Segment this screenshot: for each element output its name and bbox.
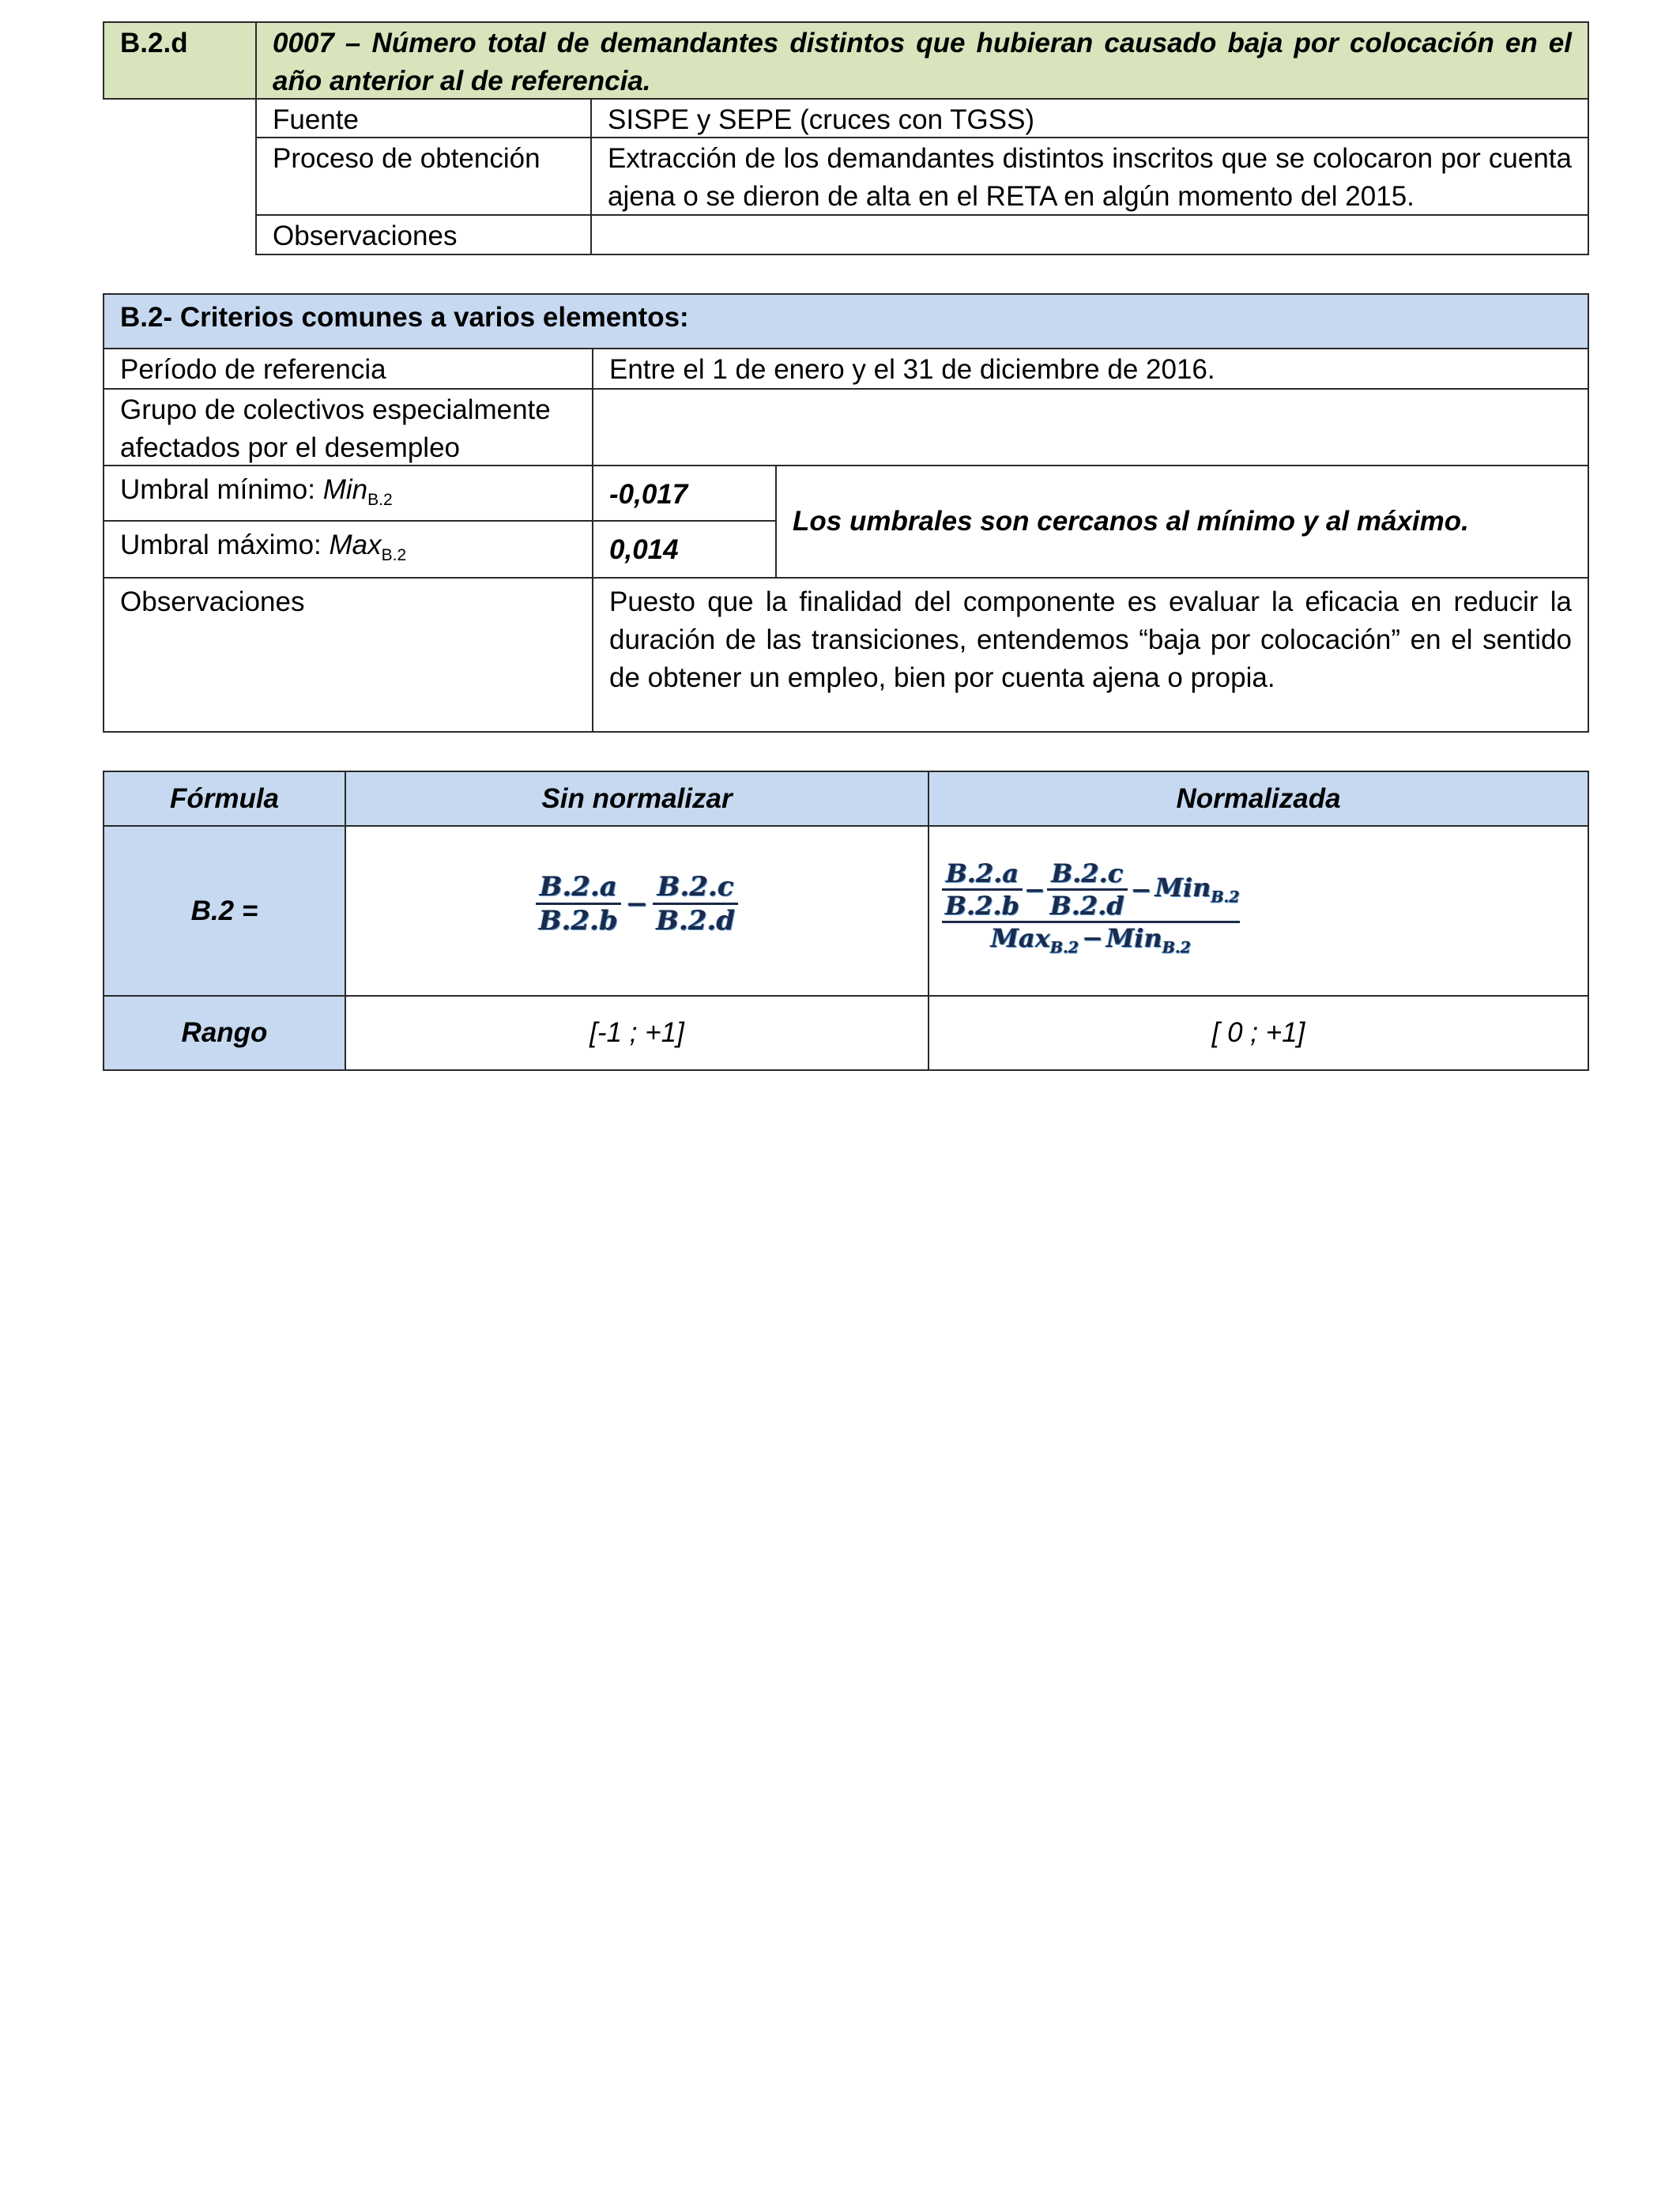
threshold-note: Los umbrales son cercanos al mínimo y al máximo.: [793, 506, 1469, 537]
norm-min: Min: [1155, 873, 1211, 903]
norm-formula-cell: [928, 825, 1589, 997]
norm-min-term: [1155, 873, 1240, 907]
formula-header: Fórmula: [169, 783, 280, 814]
grupo-label: Grupo de colectivos especialmente afectados por el desempleo: [120, 394, 551, 463]
max-label-sub: B.2: [381, 546, 407, 564]
norm-max-sub: B.2: [1049, 938, 1079, 957]
b2d-obs-label: Observaciones: [273, 221, 458, 251]
math-d: B.2.d: [656, 905, 736, 937]
norm-minus-1: −: [1023, 874, 1045, 905]
max-value: 0,014: [609, 534, 679, 565]
norm-header-cell: [928, 771, 1589, 827]
b2d-title: 0007 – Número total de demandantes distintos que hubieran causado baja por colocación en el año anterior al de referencia.: [273, 28, 1572, 96]
norm-header: Normalizada: [1176, 783, 1341, 814]
b2d-code: B.2.d: [120, 28, 188, 58]
min-label-var: Min: [322, 474, 368, 505]
obs-value-cell: [592, 577, 1589, 733]
range-norm-cell: [928, 995, 1589, 1071]
norm-den-min: Min: [1106, 923, 1162, 953]
b2d-obs-value-cell: [590, 214, 1589, 255]
min-label-prefix: Umbral mínimo:: [120, 474, 323, 505]
norm-denominator: [988, 923, 1194, 956]
norm-math-a: B.2.a: [945, 858, 1019, 888]
formula-row-label-cell: [103, 825, 346, 997]
min-value: -0,017: [609, 479, 688, 510]
norm-max: Max: [990, 923, 1050, 953]
threshold-note-cell: [775, 465, 1589, 579]
sin-formula-cell: [345, 825, 929, 997]
sin-header-cell: [345, 771, 929, 827]
math-a: B.2.a: [539, 871, 617, 903]
norm-math-b: B.2.b: [945, 891, 1019, 921]
sin-formula: [536, 871, 738, 937]
obs-label-cell: [103, 577, 593, 733]
min-label-cell: [103, 465, 593, 522]
norm-minus-2: −: [1130, 874, 1152, 905]
math-c: B.2.c: [657, 871, 734, 903]
range-sin: [-1 ; +1]: [590, 1017, 684, 1048]
criteria-header: B.2- Criterios comunes a varios elementos:: [120, 302, 689, 333]
b2d-title-cell: [255, 21, 1589, 100]
b2d-proceso-label: Proceso de obtención: [273, 143, 541, 174]
b2d-fuente-label-cell: [255, 98, 592, 138]
norm-math-d: B.2.d: [1049, 891, 1124, 921]
obs-value: Puesto que la finalidad del componente es evaluar la eficacia en reducir la duración de las transiciones, entendemos “baja por colocación” en el sentido de obtener un empleo, bien por cuenta ajena o propia.: [609, 586, 1572, 693]
b2d-obs-label-cell: [255, 214, 592, 255]
range-label-cell: [103, 995, 346, 1071]
periodo-value-cell: [592, 348, 1589, 390]
range-norm: [ 0 ; +1]: [1211, 1017, 1305, 1048]
norm-den-minus: −: [1082, 923, 1103, 953]
frac-c-d: [653, 871, 738, 937]
minus-sign: −: [625, 888, 649, 920]
b2d-fuente-label: Fuente: [273, 104, 359, 135]
max-label-cell: [103, 520, 593, 579]
norm-formula: [942, 858, 1240, 956]
periodo-label-cell: [103, 348, 593, 390]
norm-numerator: [942, 858, 1240, 921]
b2d-fuente-value-cell: [590, 98, 1589, 138]
min-value-cell: [592, 465, 777, 522]
periodo-value: Entre el 1 de enero y el 31 de diciembre de 2016.: [609, 354, 1215, 385]
max-value-cell: [592, 520, 777, 579]
norm-frac-a-b: [942, 858, 1023, 921]
min-label-sub: B.2: [367, 491, 393, 509]
range-label: Rango: [181, 1017, 268, 1048]
sin-header: Sin normalizar: [541, 783, 733, 814]
b2d-proceso-value-cell: [590, 137, 1589, 216]
formula-header-cell: [103, 771, 346, 827]
max-label-prefix: Umbral máximo:: [120, 530, 330, 560]
b2d-fuente-value: SISPE y SEPE (cruces con TGSS): [608, 104, 1035, 135]
criteria-header-cell: [103, 293, 1589, 349]
frac-a-b: [536, 871, 621, 937]
b2d-proceso-label-cell: [255, 137, 592, 216]
norm-den-min-sub: B.2: [1162, 938, 1192, 957]
periodo-label: Período de referencia: [120, 354, 386, 385]
norm-frac-c-d: [1047, 858, 1128, 921]
b2d-code-cell: [103, 21, 257, 100]
norm-math-c: B.2.c: [1051, 858, 1124, 888]
grupo-label-cell: [103, 388, 593, 466]
norm-min-sub: B.2: [1211, 888, 1240, 907]
b2d-proceso-value: Extracción de los demandantes distintos inscritos que se colocaron por cuenta ajena o se dieron de alta en el RETA en algún momento del 2015.: [608, 143, 1572, 212]
range-sin-cell: [345, 995, 929, 1071]
max-label-var: Max: [329, 530, 382, 560]
formula-row-label: B.2 =: [190, 895, 258, 926]
grupo-value-cell: [592, 388, 1589, 466]
math-b: B.2.b: [538, 905, 618, 937]
obs-label: Observaciones: [120, 586, 305, 617]
